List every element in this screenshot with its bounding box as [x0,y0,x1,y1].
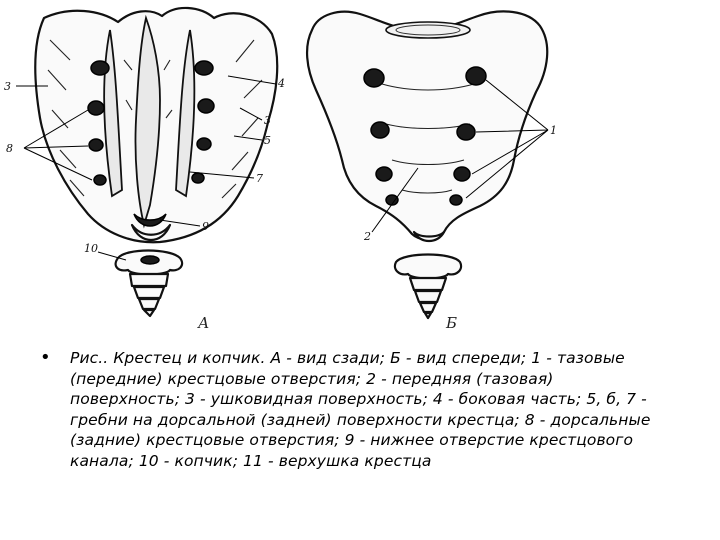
label-7: 7 [256,172,263,185]
label-5: 5 [264,134,271,147]
view-label-b: Б [446,314,458,332]
anterior-view-sacrum [307,11,547,241]
figure-caption [40,348,660,471]
label-3-a: 3 [4,80,11,93]
label-9: 9 [202,220,209,233]
label-3-b: 3 [264,114,271,127]
label-10: 10 [84,242,98,255]
label-4: 4 [278,77,285,90]
label-8: 8 [6,142,13,155]
caption-bullet: • [40,347,51,368]
posterior-view-sacrum [35,8,277,242]
label-2: 2 [364,230,371,243]
caption-text: Рис.. Крестец и копчик. А - вид сзади; Б - вид спереди; 1 - тазовые (передние) крестцовые отверстия; 2 - передняя (тазовая) поверхность; 3 - ушковидная поверхность; 4 - боковая часть; 5, б, 7 - гребни на дорсальной (задней) поверхности крестца; 8 - дорсальные (задние) крестцовые отверстия; 9 - нижнее отверстие крестцового канала; 10 - копчик; 11 - верхушка крестца [70,349,651,470]
label-1: 1 [550,124,557,137]
view-label-a: А [198,314,210,332]
anterior-view-coccyx [395,255,461,319]
